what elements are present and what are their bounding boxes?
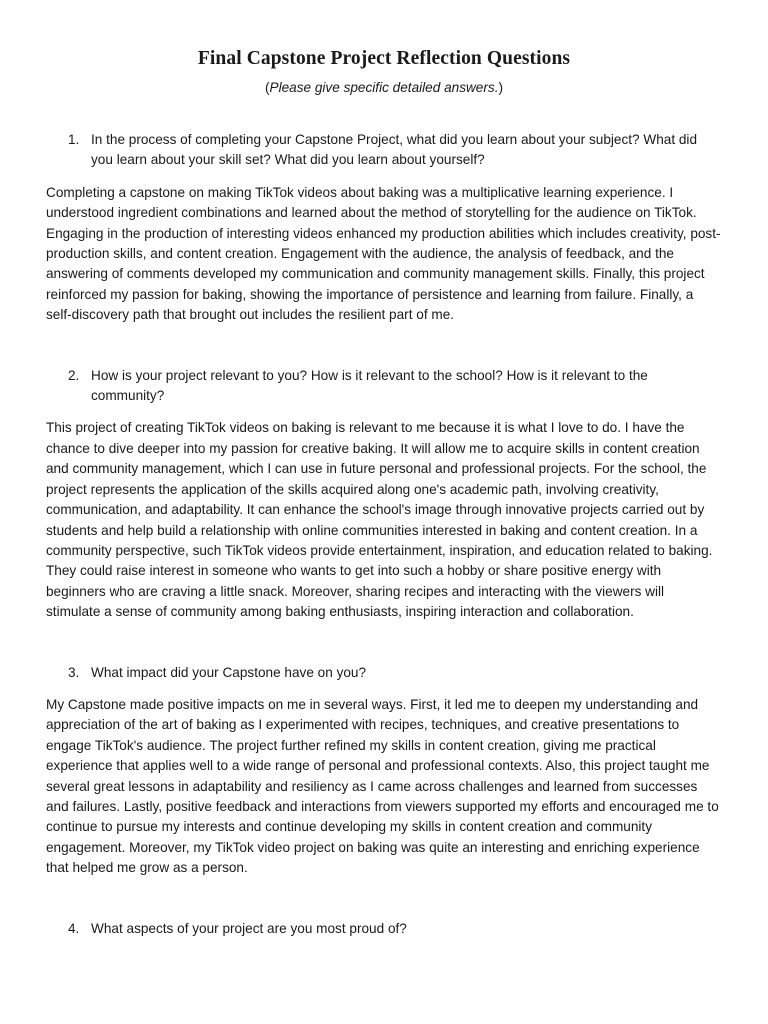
question-3 <box>46 663 722 683</box>
question-number: 2. <box>68 367 80 383</box>
question-text: What impact did your Capstone have on you? <box>91 664 367 680</box>
question-text: What aspects of your project are you most proud of? <box>91 920 407 936</box>
subtitle-close-paren: ) <box>498 80 503 95</box>
question-4 <box>46 919 722 939</box>
answer-3: My Capstone made positive impacts on me in several ways. First, it led me to deepen my understanding and appreciation of the art of baking as I experimented with recipes, techniques, and creative presentations to engage TikTok's audience. The project further refined my skills in content creation, giving me practical experience that applies well to a wide range of personal and professional contexts. Also, this project taught me several great lessons in adaptability and resiliency as I came across challenges and learned from successes and failures. Lastly, positive feedback and interactions from viewers supported my efforts and encouraged me to continue to pursue my interests and continue developing my skills in content creation and community engagement. Moreover, my TikTok video project on baking was quite an interesting and enriching experience that helped me grow as a person. <box>46 696 719 876</box>
document-title: Final Capstone Project Reflection Questions <box>197 48 571 69</box>
question-number: 4. <box>68 920 80 936</box>
document-subtitle <box>46 78 722 98</box>
subtitle-instruction: Please give specific detailed answers. <box>269 80 499 95</box>
question-2 <box>46 366 722 407</box>
question-text: How is your project relevant to you? How is it relevant to the school? How is it relevant to the community? <box>91 367 648 404</box>
question-1 <box>46 130 722 171</box>
answer-2: This project of creating TikTok videos on baking is relevant to me because it is what I love to do. I have the chance to dive deeper into my passion for creative baking. It will allow me to acquire skills in content creation and community management, which I can use in future personal and professional projects. For the school, the project represents the application of the skills acquired along one's academic path, involving creativity, communication, and adaptability. It can enhance the school's image through innovative projects carried out by students and help build a relationship with online communities interested in baking and content creation. In a community perspective, such TikTok videos provide entertainment, inspiration, and education related to baking. They could raise interest in someone who wants to get into such a hobby or share positive energy with beginners who are craving a little snack. Moreover, sharing recipes and interacting with the viewers will stimulate a sense of community among baking enthusiasts, inspiring interaction and collaboration. <box>46 420 713 620</box>
question-number: 3. <box>68 664 80 680</box>
question-text: In the process of completing your Capstone Project, what did you learn about your subject? What did you learn about your skill set? What did you learn about yourself? <box>91 132 698 168</box>
subtitle-open-paren: ( <box>264 80 270 95</box>
question-number: 1. <box>68 132 80 147</box>
answer-1: Completing a capstone on making TikTok videos about baking was a multiplicative learning experience. I understood ingredient combinations and learned about the method of storytelling for the audience on TikTok. Engaging in the production of interesting videos enhanced my production abilities which includes creativity, post-production skills, and content creation. Engagement with the audience, the analysis of feedback, and the answering of comments developed my communication and community management skills. Finally, this project reinforced my passion for baking, showing the importance of persistence and learning from failure. Finally, a self-discovery path that brought out includes the resilient part of me. <box>46 184 721 323</box>
